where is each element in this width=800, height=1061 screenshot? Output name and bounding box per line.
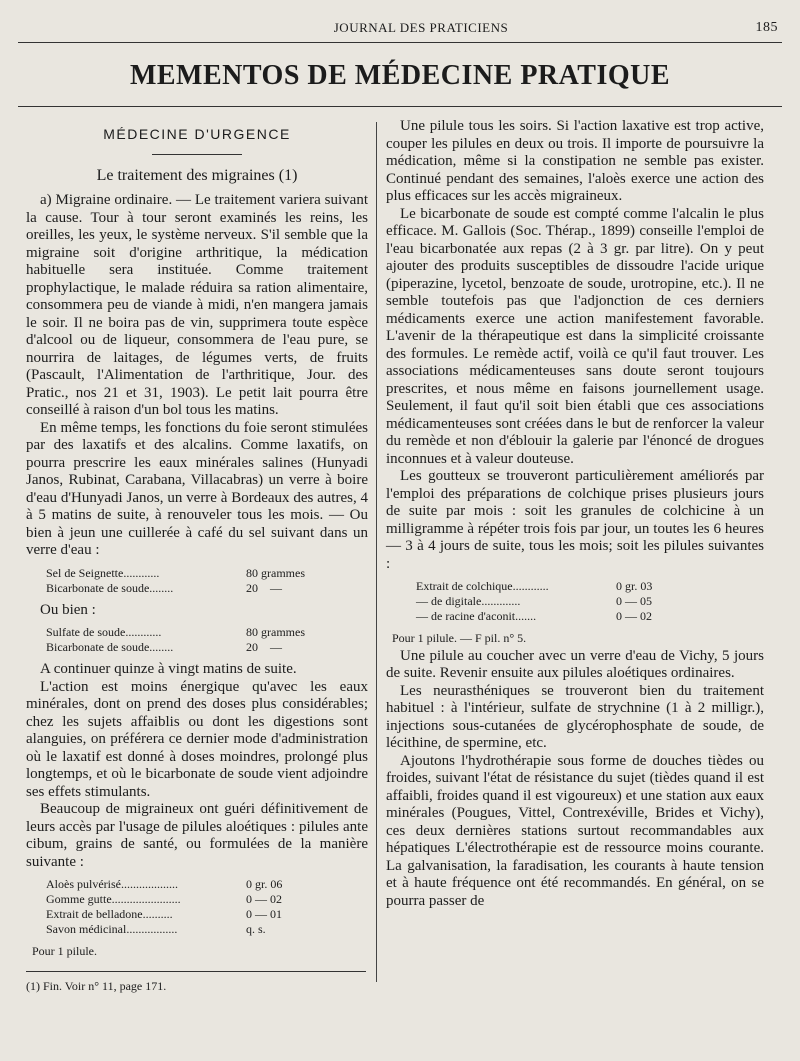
formula-row: Sulfate de soude............ 80 grammes [46,625,305,639]
paragraph: Beaucoup de migraineux ont guéri définitivement de leurs accès par l'usage de pilules aloétiques : pilules ante cibum, grains de santé, ou formulées de la manière suivante : [26,801,368,870]
section-separator [152,154,242,155]
paragraph: Ou bien : [40,601,96,618]
journal-title: JOURNAL DES PRATICIENS [333,20,509,35]
paragraph: Le bicarbonate de soude est compté comme l'alcalin le plus efficace. M. Gallois (Soc. Thérap., 1899) conseille l'emploi de l'eau bicarbonatée aux repas (2 à 3 gr. par litre). On y peut ajouter des produits susceptibles de dissoudre l'acide urique (piperazine, lycetol, benzoate de soude, urotropine, etc.). Il ne semble toutefois pas que l'adjonction de ces derniers médicaments exerce une action manifestement favorable. L'avenir de la thérapeutique est dans la simplicité croissante des formules. Le remède actif, voilà ce qu'il faut trouver. Les associations médicamenteuses sans doute seront toujours prescrites, et nous même en faisons journellement usage. Seulement, il faut qu'il soit bien établi que ces associations médicamenteuses sont créées dans le but de renforcer la valeur du remède et non d'éblouir la galerie par l'énoncé de drogues inconnues et à valeur douteuse. [386,205,764,467]
formula-row: Extrait de colchique............ 0 gr. 03 [416,579,653,593]
paragraph: L'action est moins énergique qu'avec les eaux minérales, dont on prend des doses plus considérables; chez les sujets affaiblis ou dont les digestions sont alanguies, on préférera ce dernier mode d'administration où le laxatif est donné à doses moindres, prolongé plus longtemps, et où le bicarbonate de soude vient adjoindre ses effets stimulants. [26,678,368,800]
formula-row: Bicarbonate de soude........ 20 — [46,580,282,595]
left-column [26,120,368,995]
main-title: MEMENTOS DE MÉDECINE PRATIQUE [129,60,671,91]
paragraph: Une pilule tous les soirs. Si l'action laxative est trop active, couper les pilules en deux ou trois. Il importe de poursuivre la médication, même si la constipation ne semble pas exister. Continué pendant des semaines, l'aloès exerce une action des plus efficaces sur les accès migraineux. [386,118,764,204]
formula-4 [416,579,764,624]
running-header [60,18,782,38]
pill-note: Pour 1 pilule. — F pil. n° 5. [392,631,527,645]
formula-row: — de digitale............. 0 — 05 [416,594,652,608]
page-number: 185 [755,20,778,35]
title-rule [18,106,782,107]
paragraph: Ajoutons l'hydrothérapie sous forme de douches tièdes ou froides, suivant l'état de résistance du sujet (tièdes quand il est affaibli, froides quand il est vigoureux) et une station aux eaux minérales (Pougues, Vittel, Contrexéville, Brides et Vichy), ces deux dernières stations surtout recommandables aux hépatiques L'électrothérapie est de ressource moins courante. La galvanisation, la faradisation, les courants à haute tension et à haute fréquence ont été recommandés. En général, on se pourra passer de [386,752,764,909]
footnote: (1) Fin. Voir n° 11, page 171. [26,978,167,993]
paragraph: a) Migraine ordinaire. — Le traitement variera suivant la cause. Tour à tour seront examinés les reins, les oreilles, les yeux, le système nerveux. S'il semble que la migraine soit d'origine arthritique, la médication habituelle sera instituée. Comme traitement prophylactique, le malade réduira sa ration alimentaire, consommera peu de viande à midi, n'en mangera jamais le soir. Il ne boira pas de vin, supprimera toute espèce d'alcool ou de liqueur, consommera de l'eau pure, se nourrira de laitages, de légumes verts, de fruits (Pascault, l'Alimentation de l'arthritique, Jour. des Pratic., nos 21 et 31, 1903). Le petit lait pourra être conseillé à raison d'un bol tous les matins. [26,192,368,418]
paragraph: Les goutteux se trouveront particulièrement améliorés par l'emploi des préparations de colchique prises plusieurs jours de suite par mois : soit les granules de colchicine à un milligramme à répéter trois fois par jour, un toutes les 6 heures — 3 à 4 jours de suite, tous les mois; soit les pilules suivantes : [386,468,764,572]
formula-3 [46,877,368,937]
formula-row: Gomme gutte....................... 0 — 02 [46,892,282,906]
formula-row: Extrait de belladone.......... 0 — 01 [46,907,282,921]
section-heading: MÉDECINE D'URGENCE [103,126,291,142]
footnote-rule [26,971,366,972]
paragraph: En même temps, les fonctions du foie seront stimulées par des laxatifs et des alcalins. Comme laxatifs, on pourra prescrire les eaux minérales salines (Hunyadi Janos, Rubinat, Carabana, Villacabras) un verre à boire d'eau d'Hunyadi Janos, un verre à Bordeaux des autres, 4 à 5 matins de suite, à renouveler tous les mois. — Ou bien à jeun une cuillerée à café du sel suivant dans un verre d'eau : [26,419,368,558]
paragraph: A continuer quinze à vingt matins de suite. [40,661,297,677]
article-title: Le traitement des migraines (1) [96,166,298,184]
formula-row: Bicarbonate de soude........ 20 — [46,640,282,654]
formula-row: — de racine d'aconit....... 0 — 02 [416,609,652,623]
pill-note: Pour 1 pilule. [32,944,97,958]
header-rule [18,42,782,43]
paragraph: Une pilule au coucher avec un verre d'eau de Vichy, 5 jours de suite. Revenir ensuite aux pilules aloétiques ordinaires. [386,647,764,681]
formula-row: Sel de Seignette............ 80 grammes [46,565,305,580]
column-divider [376,122,377,982]
right-column [386,118,764,910]
formula-1 [46,566,368,596]
paragraph: Les neurasthéniques se trouveront bien du traitement habituel : à l'intérieur, sulfate de strychnine (1 à 2 milligr.), injections sous-cutanées de glycérophosphate de soude, de lécithine, de spermine, etc. [386,682,764,751]
formula-row: Savon médicinal................. q. s. [46,922,266,936]
formula-2 [46,625,368,655]
formula-row: Aloès pulvérisé................... 0 gr. 06 [46,877,283,891]
